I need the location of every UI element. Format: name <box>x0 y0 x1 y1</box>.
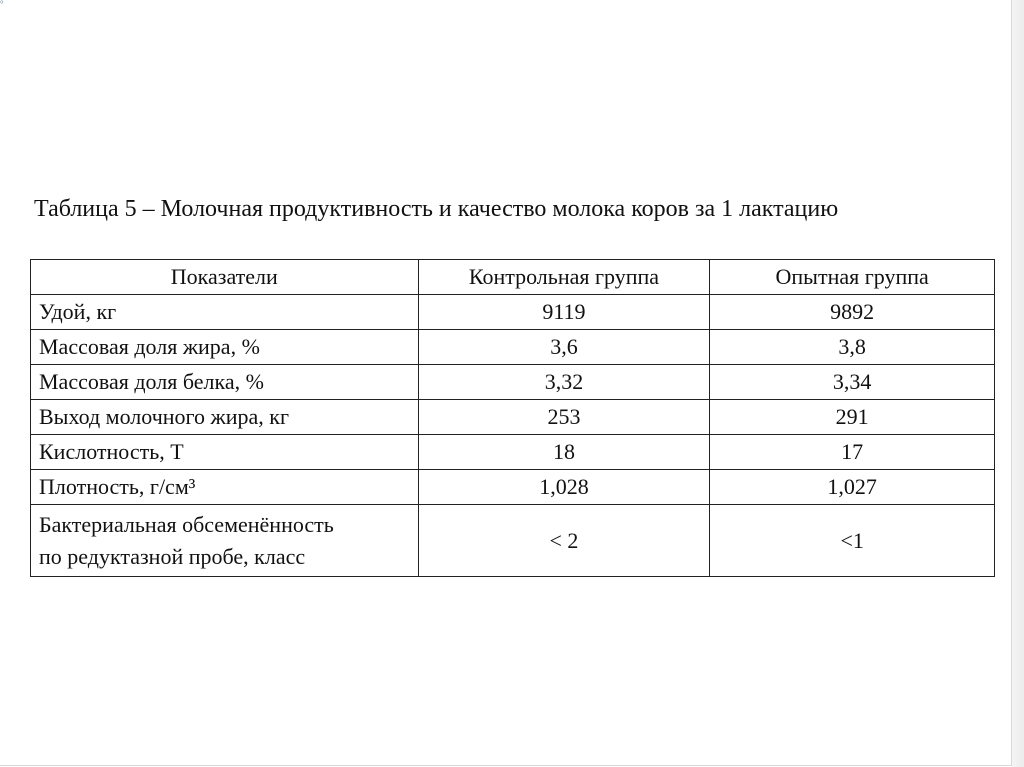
control-value: 1,028 <box>418 470 710 505</box>
experimental-value: 3,8 <box>710 330 995 365</box>
table-row <box>31 330 995 365</box>
page-edge-shadow <box>1012 0 1024 767</box>
milk-productivity-table <box>30 259 995 577</box>
corner-mark-icon: ° <box>0 0 4 9</box>
table-header-row <box>31 260 995 295</box>
row-label: Кислотность, Т <box>31 435 419 470</box>
row-label: Выход молочного жира, кг <box>31 400 419 435</box>
table-row <box>31 505 995 577</box>
column-header-indicators: Показатели <box>31 260 419 295</box>
table-row <box>31 470 995 505</box>
row-label: Удой, кг <box>31 295 419 330</box>
table-row <box>31 295 995 330</box>
table-row <box>31 365 995 400</box>
row-label-line-2: по редуктазной пробе, класс <box>39 543 306 569</box>
table-row <box>31 435 995 470</box>
control-value: 9119 <box>418 295 710 330</box>
experimental-value: <1 <box>710 505 995 577</box>
row-label: Плотность, г/см³ <box>31 470 419 505</box>
row-label: Массовая доля жира, % <box>31 330 419 365</box>
row-label-line-1: Бактериальная обсеменённость <box>39 511 334 537</box>
row-label: Массовая доля белка, % <box>31 365 419 400</box>
column-header-experimental-group: Опытная группа <box>710 260 995 295</box>
control-value: < 2 <box>418 505 710 577</box>
experimental-value: 1,027 <box>710 470 995 505</box>
experimental-value: 17 <box>710 435 995 470</box>
row-label <box>31 505 419 577</box>
control-value: 18 <box>418 435 710 470</box>
control-value: 253 <box>418 400 710 435</box>
experimental-value: 9892 <box>710 295 995 330</box>
column-header-control-group: Контрольная группа <box>418 260 710 295</box>
control-value: 3,6 <box>418 330 710 365</box>
experimental-value: 291 <box>710 400 995 435</box>
control-value: 3,32 <box>418 365 710 400</box>
table-row <box>31 400 995 435</box>
experimental-value: 3,34 <box>710 365 995 400</box>
table-caption: Таблица 5 – Молочная продуктивность и качество молока коров за 1 лактацию <box>34 196 839 222</box>
